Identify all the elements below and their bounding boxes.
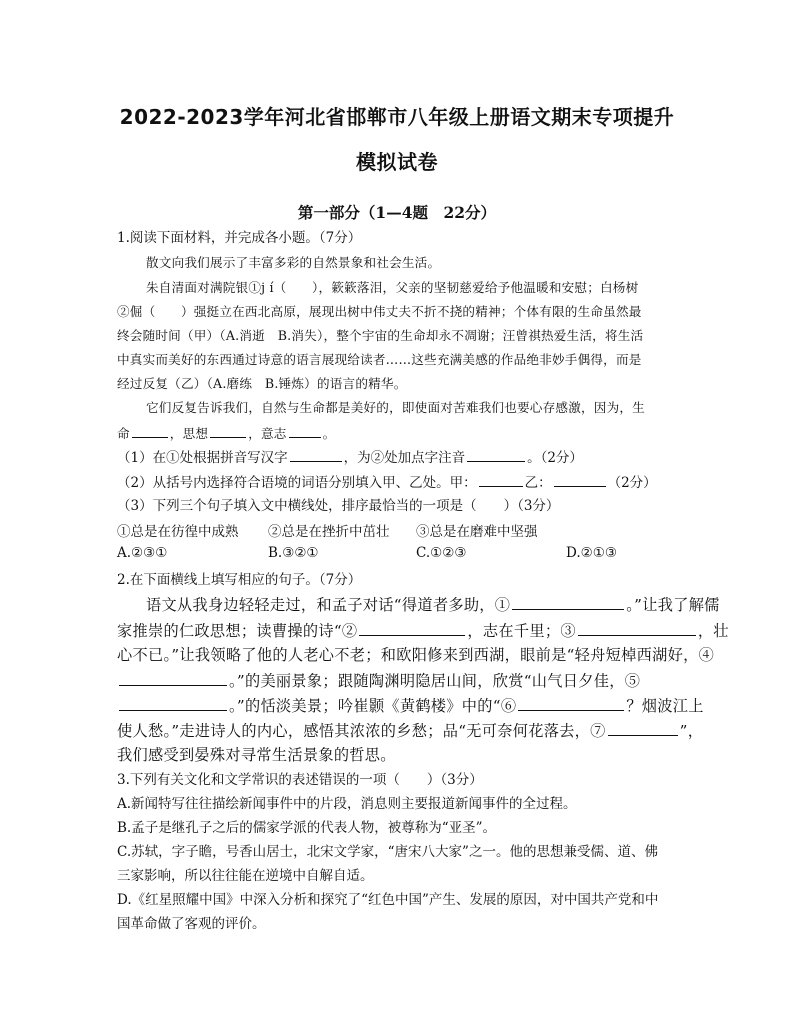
answer-blank-3[interactable] (578, 620, 696, 636)
q2-line3: 心不已。”让我领略了他的人老心不老；和欧阳修来到西湖，眼前是“轻舟短棹西湖好，④ (117, 646, 715, 664)
part1-heading: 第一部分（1—4题 22分） (297, 203, 497, 222)
text: ，为②处加点字注音 (343, 450, 466, 466)
q1-sub2 (117, 471, 657, 493)
exam-subtitle: 模拟试卷 (356, 150, 438, 174)
answer-blank-6[interactable] (518, 695, 624, 711)
answer-blank[interactable] (467, 446, 525, 462)
q2-stem: 2.在下面横线上填写相应的句子。（7分） (117, 572, 362, 588)
q2-line4 (117, 670, 640, 691)
option-b[interactable]: B.③②① (268, 545, 319, 561)
text: ”， (679, 722, 704, 740)
text: 。”的美丽景象；跟随陶渊明隐居山间，欣赏“山气日夕佳，⑤ (229, 672, 641, 690)
q1-paragraph3-line1: 它们反复告诉我们，自然与生命都是美好的，即使面对苦难我们也要心存感激，因为，生 (146, 400, 645, 415)
text: 乙： (524, 475, 552, 491)
text: 使人愁。”走进诗人的内心，感悟其浓浓的乡愁；品“无可奈何花落去，⑦ (117, 722, 606, 740)
text: ，志在千里；③ (467, 622, 576, 640)
q1-paragraph1: 散文向我们展示了丰富多彩的自然景象和社会生活。 (146, 255, 441, 270)
q3-option-c-line2: 三家影响，所以往往能在逆境中自解自适。 (117, 868, 374, 884)
q3-option-d-line1[interactable]: D.《红星照耀中国》中深入分析和探究了“红色中国”产生、发展的原因，对中国共产党和中 (117, 892, 659, 908)
q1-paragraph2-line3: 终会随时间（甲）（A.消逝 B.消失），整个宇宙的生命却永不凋谢；汪曾祺热爱生活，将生活 (117, 328, 644, 343)
text: （2分） (607, 475, 657, 491)
q1-sub1 (117, 446, 583, 468)
answer-blank[interactable] (210, 422, 246, 438)
answer-blank[interactable] (289, 422, 321, 438)
answer-blank-7[interactable] (608, 720, 678, 736)
q2-line5 (117, 695, 704, 716)
answer-blank-1[interactable] (512, 594, 624, 610)
q2-line6 (117, 720, 703, 741)
text: （1）在①处根据拼音写汉字 (117, 450, 288, 466)
text: （2）从括号内选择符合语境的词语分别填入甲、乙处。甲： (117, 475, 477, 491)
option-c[interactable]: C.①②③ (416, 545, 467, 561)
answer-blank[interactable] (132, 422, 168, 438)
option-a[interactable]: A.②③① (117, 545, 168, 561)
q1-paragraph2-line5: 经过反复（乙）（A.磨练 B.锤炼）的语言的精华。 (117, 376, 407, 391)
q3-option-c-line1[interactable]: C.苏轼，字子瞻，号香山居士，北宋文学家，“唐宋八大家”之一。他的思想兼受儒、道、佛 (117, 844, 658, 860)
text: 命 (117, 426, 130, 441)
q3-option-d-line2: 国革命做了客观的评价。 (117, 916, 266, 932)
text: 。”让我了解儒 (626, 596, 720, 614)
q3-stem: 3.下列有关文化和文学常识的表述错误的一项（ ）（3分） (117, 772, 483, 788)
text: ，意志 (248, 426, 287, 441)
text: 。”的恬淡美景；吟崔颢《黄鹤楼》中的“⑥ (229, 697, 517, 715)
text: 语文从我身边轻轻走过，和孟子对话“得道者多助，① (146, 596, 511, 614)
option-d[interactable]: D.②①③ (566, 545, 617, 561)
text: 。（2分） (527, 450, 583, 466)
q1-paragraph2-line2: ②倔（ ）强挺立在西北高原，展现出树中伟丈夫不折不挠的精神；个体有限的生命虽然最 (117, 304, 642, 319)
text: 家推崇的仁政思想；读曹操的诗“② (117, 622, 358, 640)
q1-paragraph3-line2 (117, 422, 335, 444)
q3-option-a[interactable]: A.新闻特写往往描绘新闻事件中的片段，消息则主要报道新闻事件的全过程。 (117, 796, 577, 812)
answer-blank-2[interactable] (359, 620, 465, 636)
answer-blank-4[interactable] (119, 670, 227, 686)
text: ？烟波江上 (626, 697, 704, 715)
sentence-2: ②总是在挫折中茁壮 (268, 524, 390, 540)
q3-option-b[interactable]: B.孟子是继孔子之后的儒家学派的代表人物，被尊称为“亚圣”。 (117, 820, 497, 836)
text: 。 (322, 426, 336, 441)
sentence-1: ①总是在彷徨中成熟 (117, 524, 239, 540)
q2-line7: 我们感受到晏殊对寻常生活景象的哲思。 (117, 746, 396, 764)
answer-blank-5[interactable] (119, 695, 227, 711)
text: ，壮 (697, 622, 729, 640)
sentence-3: ③总是在磨难中坚强 (416, 524, 538, 540)
q2-line2 (117, 620, 729, 641)
answer-blank[interactable] (290, 446, 342, 462)
q1-stem: 1.阅读下面材料，并完成各小题。（7分） (117, 230, 362, 246)
q1-sub3: （3）下列三个句子填入文中横线处，排序最恰当的一项是（ ）（3分） (117, 498, 560, 514)
q2-line1 (146, 594, 720, 615)
exam-title: 2022-2023学年河北省邯郸市八年级上册语文期末专项提升 (119, 105, 675, 129)
answer-blank[interactable] (479, 471, 523, 487)
q1-paragraph2-line1: 朱自清面对满院银①j í（ ），簌簌落泪，父亲的坚韧慈爱给予他温暖和安慰；白杨树 (146, 280, 639, 295)
q1-paragraph2-line4: 中真实而美好的东西通过诗意的语言展现给读者……这些充满美感的作品绝非妙手偶得，而是 (117, 352, 642, 367)
text: ，思想 (169, 426, 209, 441)
answer-blank[interactable] (554, 471, 606, 487)
